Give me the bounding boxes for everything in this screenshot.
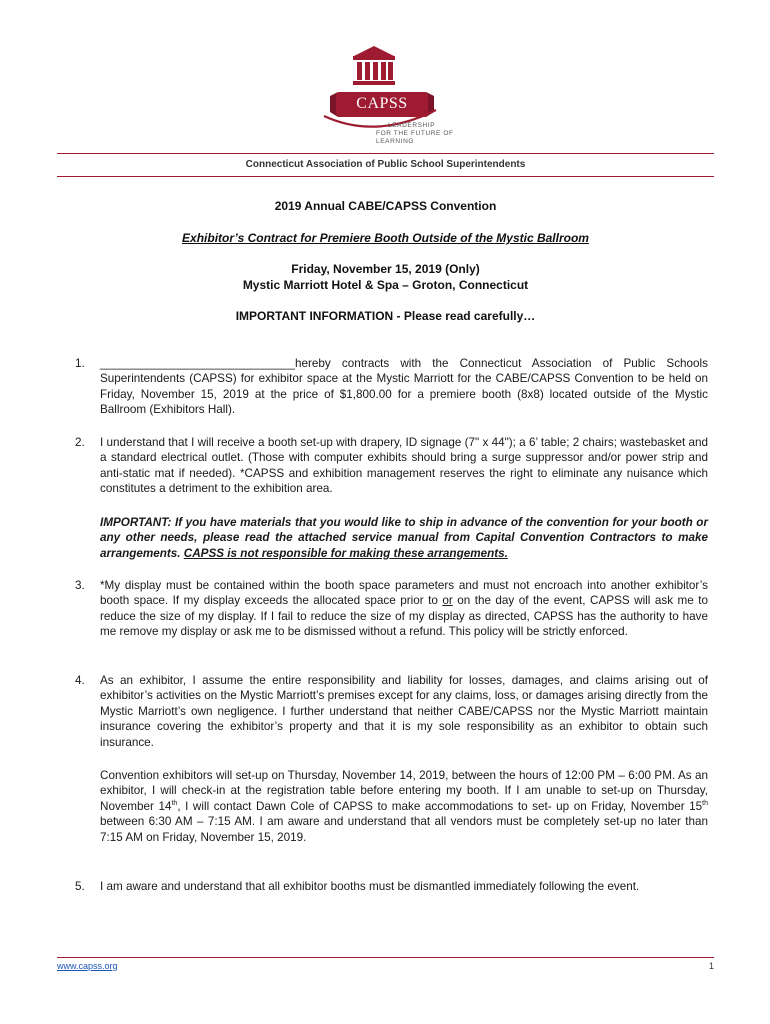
important-note-disclaimer: CAPSS is not responsible for making these arrangements. — [183, 546, 508, 560]
ordinal-suffix: th — [171, 799, 178, 807]
item-number: 3. — [75, 579, 85, 592]
page-number: 1 — [708, 961, 714, 971]
item-number: 5. — [75, 880, 85, 893]
setup-text-a: Convention exhibitors will set-up on Thursday, November 14, 2019, between the hours of 12:00 PM – 6:00 PM. As an exhibitor, I will check-in at the registration table before entering my booth. If I am unable to set-up on Thursday, November 14 — [100, 769, 708, 813]
item-3-text-b: on the day of the event, CAPSS will ask me to reduce the size of my display. If I fail to reduce the size of my display as directed, CAPSS has the authority to have me remove my display or ask me to be dismissed without a refund. This policy will be strictly enforced. — [100, 594, 708, 639]
convention-title: 2019 Annual CABE/CAPSS Convention — [274, 199, 497, 213]
setup-text-b: , I will contact Dawn Cole of CAPSS to make accommodations to set- up on Friday, November 15 — [177, 799, 703, 813]
important-shipping-note — [100, 515, 708, 561]
exhibitor-name-blank: ______________________________ — [100, 357, 296, 370]
item-5-text: I am aware and understand that all exhibitor booths must be dismantled immediately following the event. — [100, 880, 640, 893]
list-item-3 — [75, 578, 708, 640]
logo-tagline-line1: LEADERSHIP — [388, 122, 436, 129]
item-number: 4. — [75, 674, 85, 687]
setup-text-c: between 6:30 AM – 7:15 AM. I am aware and understand that all vendors must be completely set-up no later than 7:15 AM on Friday, November 15, 2019. — [100, 815, 708, 844]
item-number: 2. — [75, 436, 85, 449]
organization-name: Connecticut Association of Public School Superintendents — [245, 159, 526, 170]
item-3-or: or — [442, 594, 453, 608]
header-rule-top — [57, 153, 714, 154]
footer-rule — [57, 957, 714, 958]
item-1-text: hereby contracts with the Connecticut Association of Public Schools Superintendents (CAPSS) for exhibitor space at the Mystic Marriott for the CABE/CAPSS Convention to be held on Friday, November 15, 2019 at the price of $1,800.00 for a premiere booth (8x8) located outside of the Mystic Ballroom (Exhibitors Hall). — [100, 357, 708, 417]
item-4-text: As an exhibitor, I assume the entire responsibility and liability for losses, damages, and claims arising out of exhibitor’s activities on the Mystic Marriott’s premises except for any claims, loss, or damages arising directly from the Mystic Marriott’s own negligence. I further understand that neither CABE/CAPSS nor the Mystic Marriott maintain insurance covering the exhibitor’s property and that it is my sole responsibility as an exhibitor to obtain such insurance. — [100, 674, 708, 749]
important-information-heading: IMPORTANT INFORMATION - Please read carefully… — [235, 309, 536, 323]
event-date: Friday, November 15, 2019 (Only) — [291, 262, 480, 276]
logo-tagline-line2: FOR THE FUTURE OF LEARNING — [376, 130, 454, 145]
setup-paragraph — [100, 768, 708, 845]
list-item-2 — [75, 435, 708, 497]
contract-title: Exhibitor’s Contract for Premiere Booth Outside of the Mystic Ballroom — [182, 231, 589, 245]
ordinal-suffix: th — [702, 799, 709, 807]
logo-wordmark: CAPSS — [356, 95, 408, 112]
list-item-4 — [75, 673, 708, 750]
capss-logo — [316, 44, 461, 144]
event-venue: Mystic Marriott Hotel & Spa – Groton, Connecticut — [242, 278, 529, 292]
item-3-text-a: *My display must be contained within the booth space parameters and must not encroach into another exhibitor’s booth space. If my display exceeds the allocated space prior to — [100, 579, 708, 608]
important-note-text: IMPORTANT: If you have materials that you would like to ship in advance of the convention for your booth or any other needs, please read the attached service manual from Capital Convention Contractors to make arrangements. — [100, 516, 708, 560]
list-item-5 — [75, 879, 708, 894]
item-number: 1. — [75, 357, 85, 370]
website-link[interactable]: www.capss.org — [57, 961, 118, 971]
item-2-text: I understand that I will receive a booth set-up with drapery, ID signage (7" x 44"); a 6’ table; 2 chairs; wastebasket and a standard electrical outlet. (Those with computer exhibits should bring a surge suppressor and/or power strip and anti-static mat if needed). *CAPSS and exhibition management reserves the right to eliminate any nuisance which constitutes a detriment to the exhibition area. — [100, 436, 708, 496]
header-rule-bottom — [57, 176, 714, 177]
list-item-1 — [75, 356, 708, 418]
